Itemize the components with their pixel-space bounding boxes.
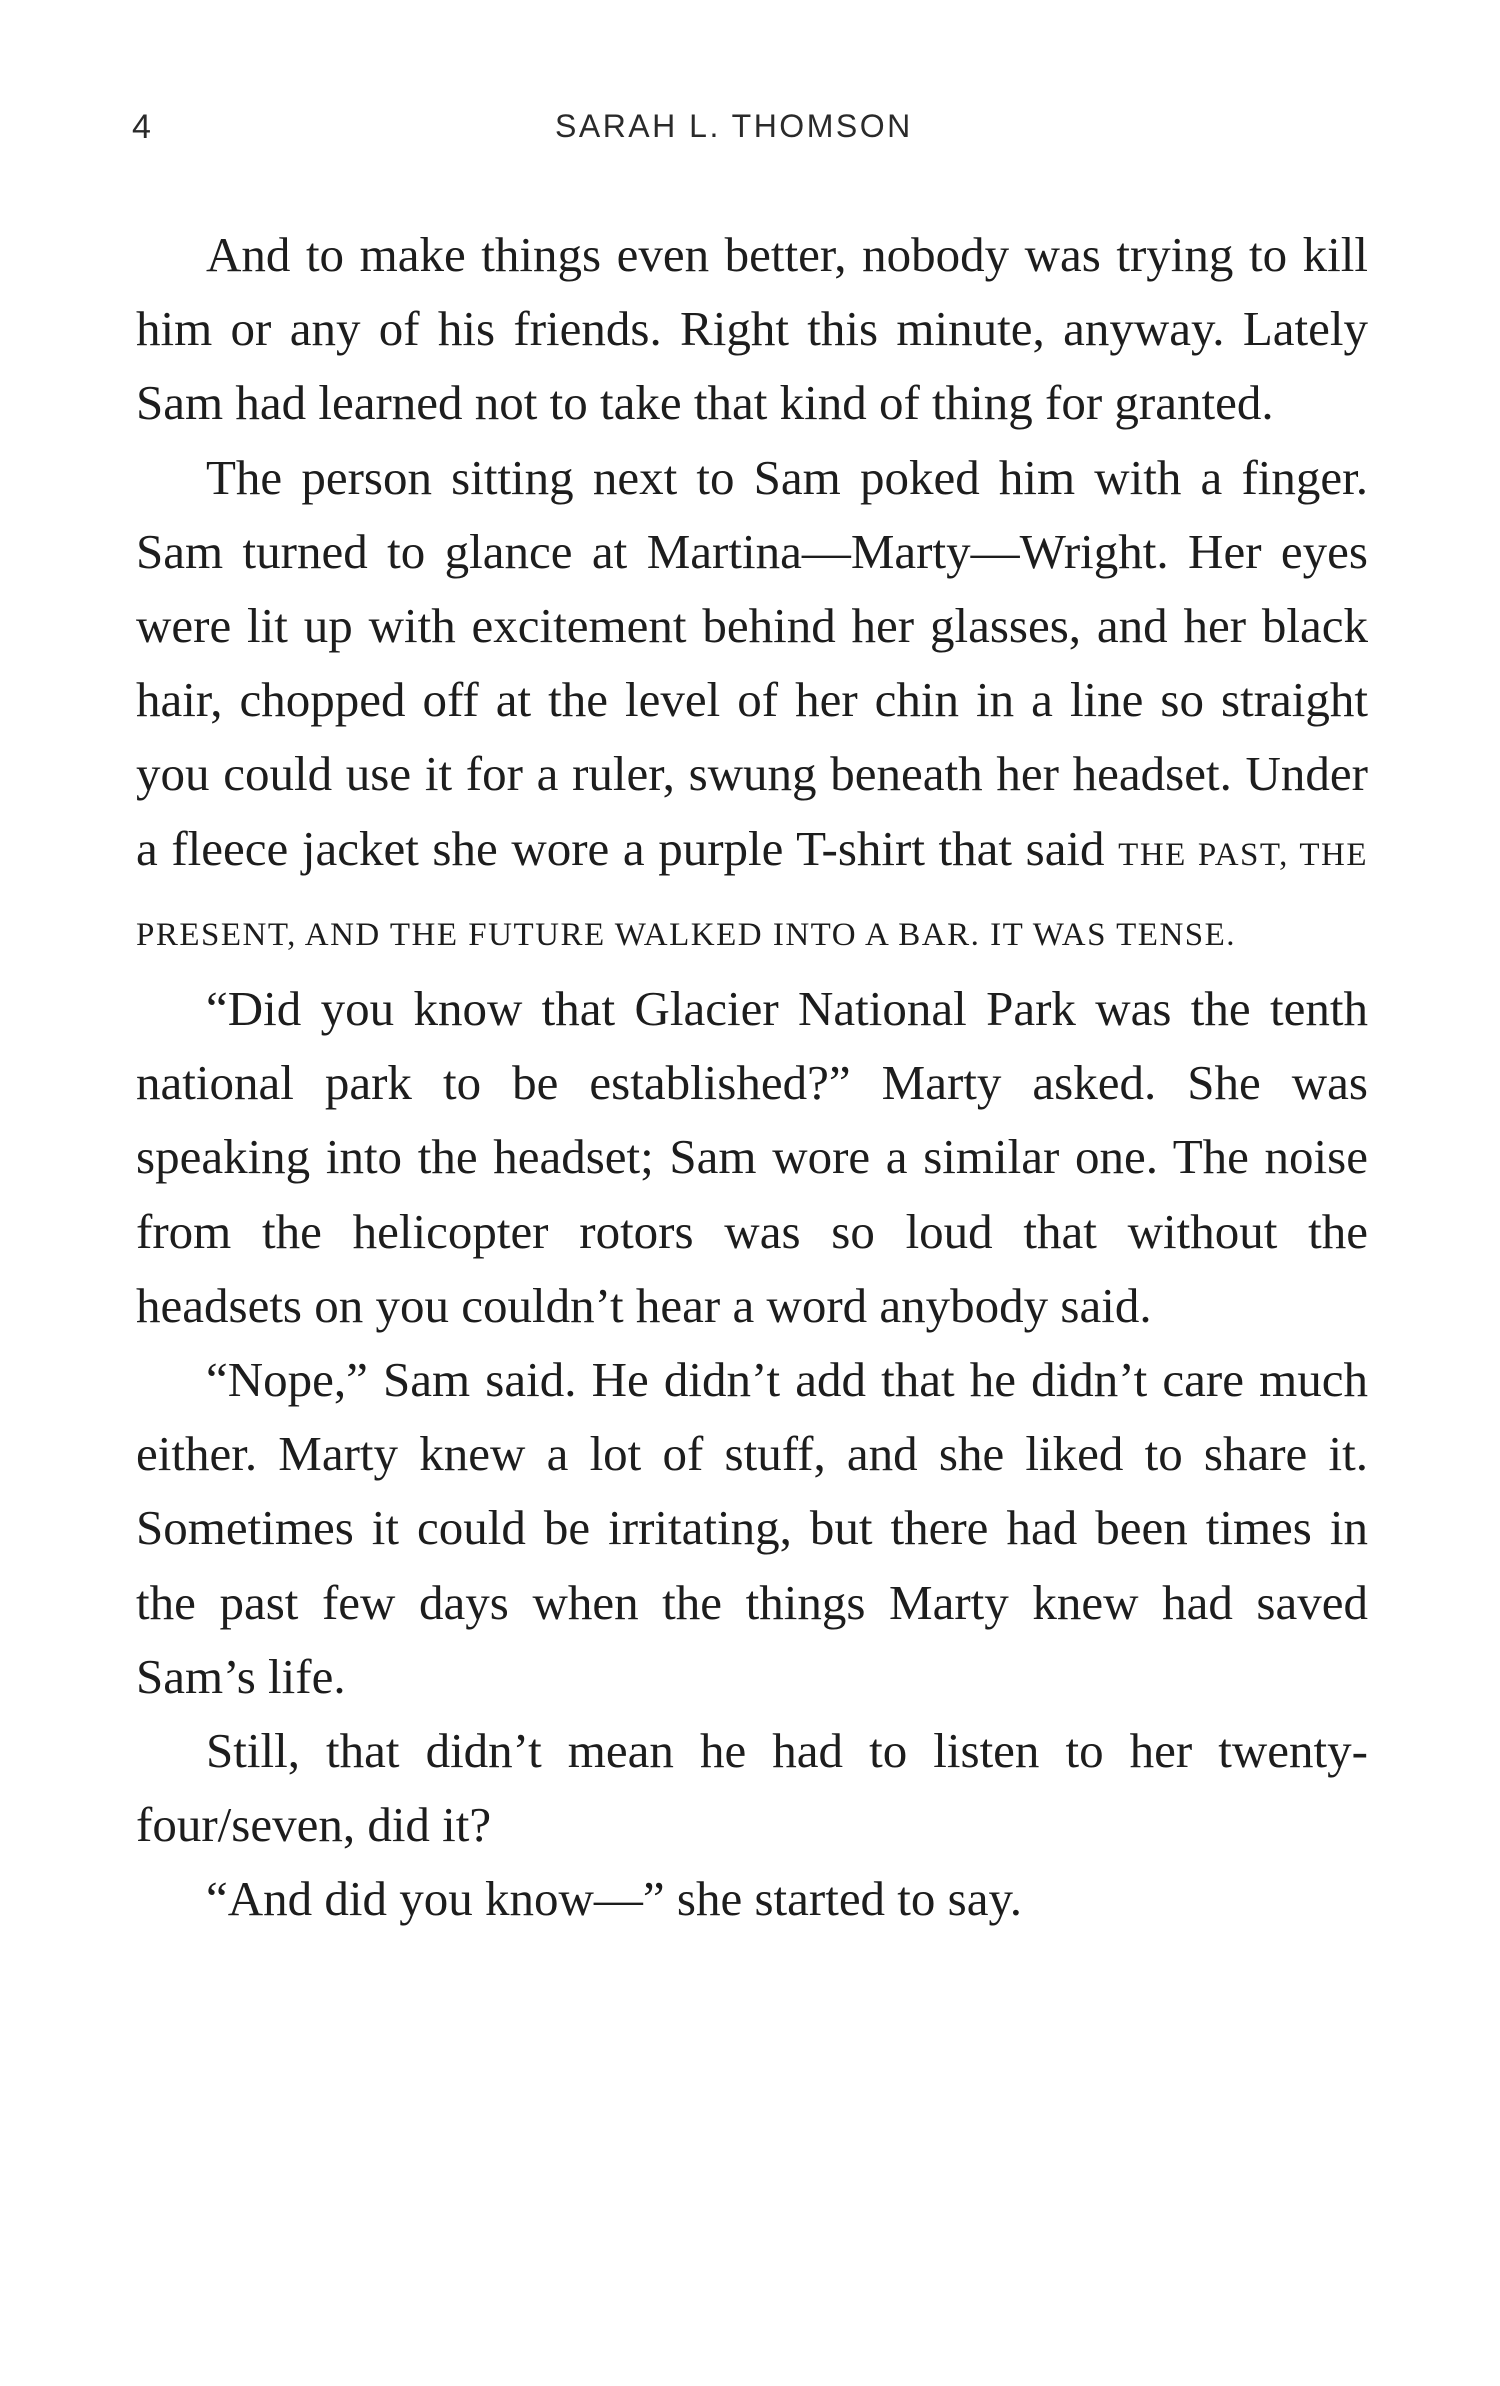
- paragraph-text: “And did you know—” she started to say.: [206, 1871, 1023, 1927]
- paragraph-text: Still, that didn’t mean he had to listen to her twenty-four/seven, did it?: [136, 1723, 1368, 1853]
- running-head: [0, 108, 1500, 158]
- page-number: 4: [132, 108, 152, 146]
- author-name: SARAH L. THOMSON: [555, 108, 913, 144]
- paragraph-text: “Nope,” Sam said. He didn’t add that he didn’t care much either. Marty knew a lot of stuff, and she liked to share it. Sometimes it could be irritating, but there had been times in the past few days when the things Marty knew had saved Sam’s life.: [136, 1352, 1368, 1704]
- paragraph: [136, 1714, 1368, 1862]
- paragraph: [136, 441, 1368, 972]
- t-shirt-slogan: THE PAST, THE PRESENT, AND THE FUTURE WALKED INTO A BAR. IT WAS TENSE.: [136, 836, 1369, 953]
- paragraph: [136, 218, 1368, 441]
- paragraph: [136, 972, 1368, 1343]
- paragraph-text: “Did you know that Glacier National Park was the tenth national park to be established?” Marty asked. She was speaking into the headset; Sam wore a similar one. The noise from the helicopter rotors was so loud that without the headsets on you couldn’t hear a word anybody said.: [136, 981, 1368, 1333]
- paragraph: [136, 1862, 1368, 1936]
- paragraph: [136, 1343, 1368, 1714]
- paragraph-text: The person sitting next to Sam poked him with a finger. Sam turned to glance at Martina—Marty—Wright. Her eyes were lit up with excitement behind her glasses, and her black hair, chopped off at the level of her chin in a line so straight you could use it for a ruler, swung beneath her headset. Under a fleece jacket she wore a purple T-shirt that said: [136, 449, 1368, 876]
- body-text: [136, 218, 1368, 1937]
- paragraph-text: And to make things even better, nobody was trying to kill him or any of his friends. Right this minute, anyway. Lately Sam had learned not to take that kind of thing for granted.: [136, 227, 1368, 431]
